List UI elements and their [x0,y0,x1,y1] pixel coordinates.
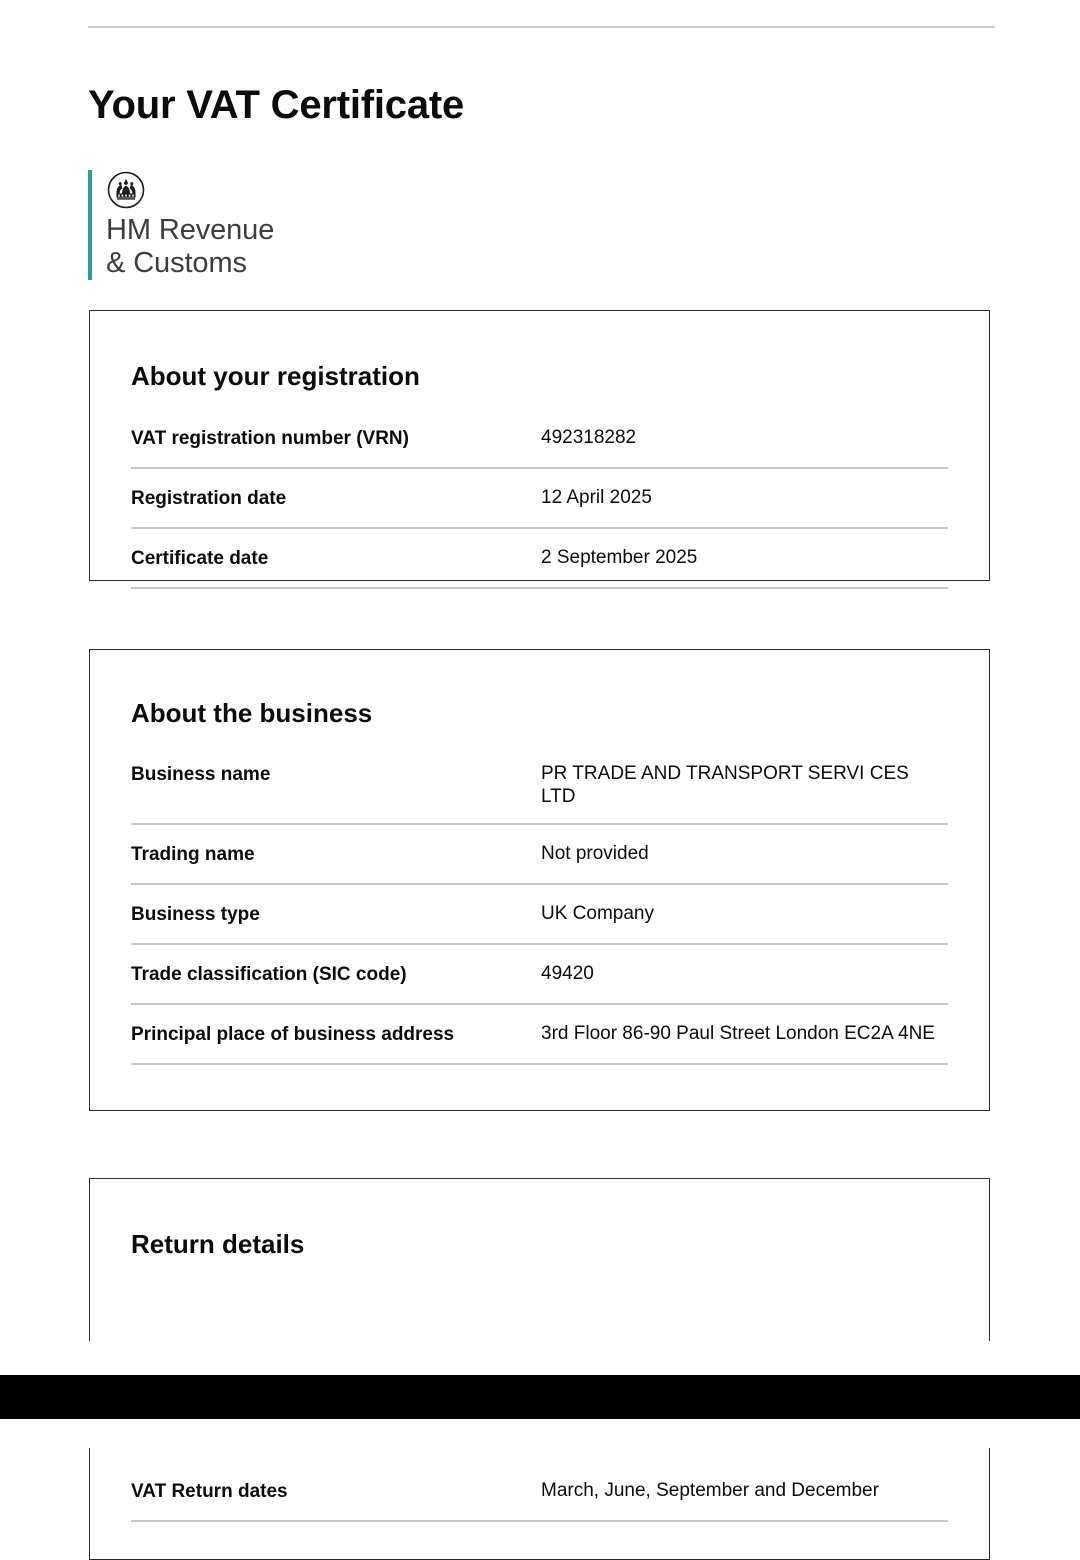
table-row [131,1479,948,1522]
row-label: Trading name [131,844,255,865]
row-value: 492318282 [541,427,637,448]
top-divider [88,26,995,28]
row-label: VAT Return dates [131,1481,288,1502]
row-label: Principal place of business address [131,1024,455,1045]
row-value: 3rd Floor 86-90 Paul Street London EC2A 4NE [541,1023,935,1044]
hmrc-wordmark-line1: HM Revenue [106,214,275,246]
hmrc-logo [88,170,274,280]
table-row [131,1022,948,1065]
page-title: Your VAT Certificate [88,82,465,127]
row-label: Registration date [131,488,287,509]
table-row [131,902,948,945]
table-row [131,426,948,469]
table-row [131,486,948,529]
row-value: 12 April 2025 [541,487,652,508]
row-label: VAT registration number (VRN) [131,428,409,449]
about-the-business-heading: About the business [131,698,373,728]
hmrc-wordmark [106,210,274,280]
return-details-card-continued [89,1448,990,1560]
return-details-heading: Return details [131,1229,305,1259]
row-value: 49420 [541,963,594,984]
about-your-registration-card [89,310,990,581]
about-the-business-card [89,649,990,1111]
table-row [131,762,948,825]
table-row [131,546,948,589]
row-label: Business type [131,904,260,925]
row-value: March, June, September and December [541,1480,879,1501]
row-label: Trade classification (SIC code) [131,964,407,985]
row-value: Not provided [541,843,649,864]
row-value: UK Company [541,903,654,924]
row-value: 2 September 2025 [541,547,698,568]
row-label: Business name [131,764,271,785]
about-your-registration-heading: About your registration [131,361,420,391]
table-row [131,842,948,885]
row-value: PR TRADE AND TRANSPORT SERVI CES LTD [541,763,909,807]
table-row [131,962,948,1005]
hmrc-wordmark-line2: & Customs [106,247,247,279]
black-separator-band [0,1375,1080,1419]
crown-icon [106,170,274,210]
row-label: Certificate date [131,548,269,569]
return-details-card [89,1178,990,1341]
